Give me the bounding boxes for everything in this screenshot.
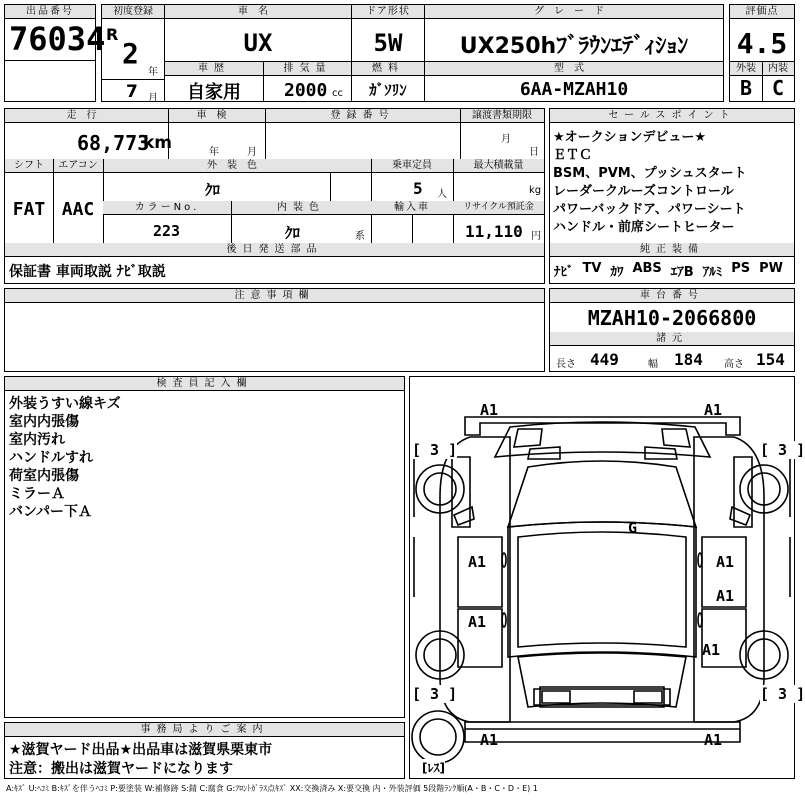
sales-points-label: セールスポイント (550, 109, 794, 123)
inspector-box (4, 376, 405, 718)
shift-label: シフト (5, 159, 53, 173)
import-label: 輸入車 (371, 201, 453, 215)
car-diagram (410, 377, 794, 778)
reg-month: 7 (126, 82, 138, 102)
inspector-item: 室内汚れ (9, 432, 65, 448)
capacity: 5 (413, 179, 423, 198)
model-code: 6AA-MZAH10 (519, 79, 629, 100)
displacement-box (263, 61, 352, 102)
equipment-item: PS (731, 261, 751, 276)
capacity-label: 乗車定員 (371, 159, 453, 173)
car-diagram-box (409, 376, 805, 779)
doors-label: ドア形状 (352, 5, 424, 19)
mark-a1-rear-right-wheel: A1 (702, 641, 721, 659)
equipment-list (554, 261, 794, 280)
equipment-item: TV (582, 261, 602, 276)
vehicle-info-block (4, 108, 545, 284)
int-score: C (771, 76, 785, 100)
sales-point-item: レーダークルーズコントロール (553, 184, 734, 199)
sales-point-item: ＥＴＣ (553, 148, 593, 163)
office-line: 注意：搬出は滋賀ヤードになります (9, 761, 233, 777)
history: 自家用 (187, 82, 241, 103)
transfer-day-unit: 日 (529, 147, 539, 158)
displacement: 2000 (284, 80, 328, 101)
color-no: 223 (153, 222, 181, 240)
doors-box (351, 4, 425, 62)
height: 154 (756, 350, 785, 369)
int-color: ｸﾛ (285, 224, 301, 242)
ext-color-label: 外装色 (103, 159, 371, 173)
sales-point-item: ★オークションデビュー★ (553, 130, 707, 145)
height-label: 高さ (724, 359, 744, 370)
displacement-label: 排気量 (264, 62, 351, 76)
color-no-label: カラーNo. (103, 201, 231, 215)
mark-tire-rear-left: [ 3 ] (412, 685, 458, 703)
mark-tire-front-left: [ 3 ] (412, 441, 458, 459)
mileage-label: 走行 (5, 109, 168, 123)
fuel: ｶﾞｿﾘﾝ (369, 81, 407, 99)
era: R (106, 25, 119, 44)
later-items-label: 後日発送部品 (5, 243, 544, 257)
mark-a1-side-right-2: A1 (716, 587, 735, 605)
inspector-item: 外装うすい線キズ (9, 396, 121, 412)
car-name-box (164, 4, 352, 62)
ac-label: エアコン (53, 159, 103, 173)
office-label: 事務局よりご案内 (5, 723, 404, 737)
displacement-unit: cc (332, 88, 343, 99)
lot-number-blank (4, 60, 96, 102)
inspection-label: 車検 (168, 109, 265, 123)
year-unit: 年 (148, 67, 158, 78)
inspector-item: ミラーＡ (9, 486, 65, 502)
int-color-label: 内装色 (231, 201, 371, 215)
ext-color: ｸﾛ (205, 181, 221, 199)
recycle-unit: 円 (531, 231, 541, 242)
grade-label: グレード (425, 5, 723, 19)
recycle-label: リサイクル預託金 (453, 201, 544, 215)
inspector-list (9, 395, 121, 521)
lot-number-label: 出品番号 (5, 5, 95, 19)
inspector-item: バンパー下Ａ (9, 504, 93, 520)
history-box (164, 61, 264, 102)
reg-year: 2 (122, 37, 139, 70)
capacity-unit: 人 (437, 189, 447, 200)
mark-a1-side-right-1: A1 (716, 553, 735, 571)
equipment-item: ﾅﾋﾞ (554, 265, 574, 280)
shift: FAT (12, 199, 46, 220)
inspector-label: 検査員記入欄 (5, 377, 404, 391)
max-load-unit: kg (529, 185, 542, 196)
equipment-item: ｱﾙﾐ (702, 265, 723, 280)
equipment-item: PW (759, 261, 783, 276)
sales-point-item: ハンドル・前席シートヒーター (553, 220, 735, 235)
notes-box (4, 288, 545, 372)
notes-label: 注意事項欄 (5, 289, 544, 303)
sales-points-box (549, 108, 795, 284)
ext-score: B (739, 76, 753, 100)
grade-box (424, 4, 724, 62)
mark-tire-front-right: [ 3 ] (760, 441, 805, 459)
mark-glass: G (628, 519, 638, 537)
month-unit: 月 (148, 93, 158, 104)
office-box (4, 722, 405, 779)
mark-spare: [ﾚｽ] (422, 761, 445, 775)
model-code-label: 型式 (425, 62, 723, 76)
score-box (729, 4, 795, 62)
mark-tire-rear-right: [ 3 ] (760, 685, 805, 703)
equipment-item: ｶﾜ (610, 265, 624, 280)
fuel-label: 燃料 (352, 62, 424, 76)
transfer-month-unit: 月 (501, 134, 511, 145)
mileage-unit: km (143, 133, 173, 153)
grade: UX250hﾌﾞﾗｳﾝｴﾃﾞｨｼｮﾝ (459, 34, 689, 59)
ext-label: 外装 (730, 62, 762, 76)
transfer-label: 譲渡書類期限 (460, 109, 544, 123)
equipment-label: 純正装備 (550, 243, 794, 257)
int-color-unit: 系 (355, 231, 365, 242)
plate-label: 登録番号 (265, 109, 460, 123)
history-label: 車歴 (165, 62, 263, 76)
inspection-month-unit: 月 (247, 147, 257, 158)
mark-a1-rear-left: A1 (480, 731, 499, 749)
car-name-label: 車名 (165, 5, 351, 19)
chassis-label: 車台番号 (550, 289, 794, 303)
length: 449 (590, 350, 619, 369)
mark-a1-side-left-2: A1 (468, 613, 487, 631)
width: 184 (674, 350, 703, 369)
sales-point-item: BSM、PVM、プッシュスタート (553, 166, 747, 181)
max-load-label: 最大積載量 (453, 159, 544, 173)
doors: 5W (373, 29, 403, 57)
int-label: 内装 (762, 62, 794, 76)
sales-points-list (553, 129, 795, 237)
equipment-item: ｴｱB (670, 265, 694, 280)
inspector-item: ハンドルすれ (9, 450, 93, 466)
specs-label: 諸元 (550, 332, 794, 346)
office-line: ★滋賀ヤード出品★出品車は滋賀県栗東市 (9, 742, 273, 758)
ext-int-score-box (729, 61, 795, 102)
legend: A:ｷｽﾞ U:ﾍｺﾐ B:ｷｽﾞを伴うﾍｺﾐ P:要塗装 W:補修跡 S:錆 C:腐食 G:ﾌﾛﾝﾄｶﾞﾗｽ点ｷｽﾞ XX:交換済み X:要交換 内・外装評価 5段階ﾗﾝｸ順(A・B・C・D・E) 1 (6, 784, 538, 793)
first-reg-box (101, 4, 165, 102)
length-label: 長さ (556, 359, 576, 370)
mark-a1-rear-right: A1 (704, 731, 723, 749)
score-label: 評価点 (730, 5, 794, 19)
mark-a1-front-left: A1 (480, 401, 499, 419)
sales-point-item: パワーバックドア、パワーシート (553, 202, 746, 217)
later-items: 保証書 車両取説 ﾅﾋﾞ取説 (9, 264, 166, 280)
car-name: UX (243, 29, 273, 57)
score: 4.5 (736, 27, 788, 60)
lot-number-box (4, 4, 106, 61)
chassis-box (549, 288, 795, 372)
mark-a1-front-right: A1 (704, 401, 723, 419)
chassis-number: MZAH10-2066800 (587, 306, 757, 330)
equipment-item: ABS (632, 261, 662, 276)
mileage: 68,773 (77, 131, 150, 155)
recycle: 11,110 (465, 222, 523, 241)
inspection-year-unit: 年 (209, 147, 219, 158)
first-reg-label: 初度登録 (102, 5, 164, 19)
inspector-item: 荷室内張傷 (9, 468, 79, 484)
model-code-box (424, 61, 724, 102)
fuel-box (351, 61, 425, 102)
inspector-item: 室内内張傷 (9, 414, 79, 430)
mark-a1-side-left-1: A1 (468, 553, 487, 571)
ac: AAC (61, 199, 95, 220)
width-label: 幅 (648, 359, 658, 370)
lot-number: 76034 (9, 20, 106, 58)
